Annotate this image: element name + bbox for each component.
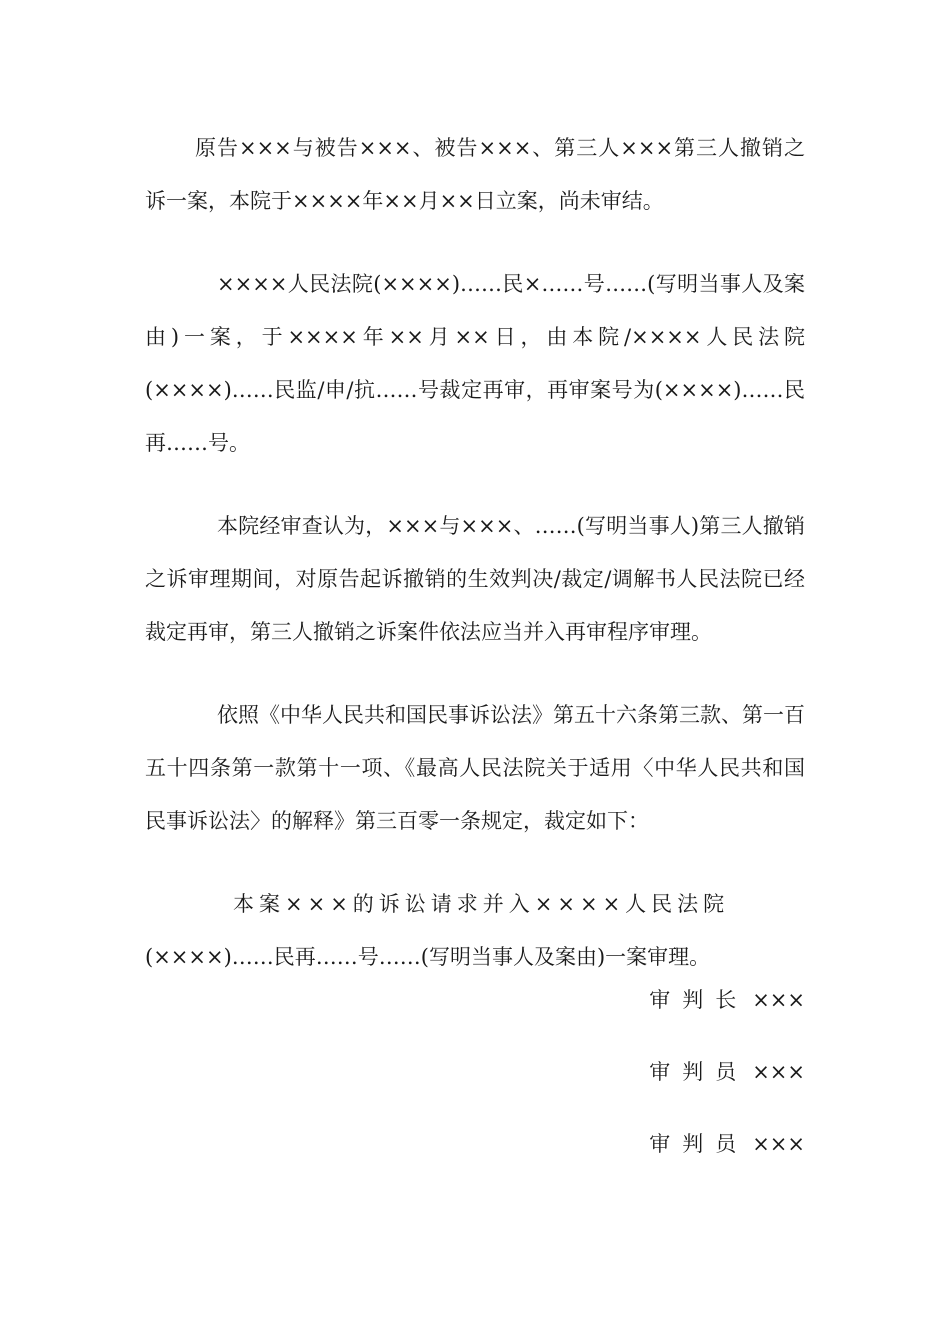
paragraph-retrial-info: ××××人民法院(××××)……民×……号……(写明当事人及案由)一案，于××××年××月××日，由本院/××××人民法院(××××)……民监/申/抗……号裁定再审，再审案号为(××××)……民再……号。 [145, 272, 805, 455]
paragraph-ruling [145, 878, 805, 984]
signature-judge-2 [649, 1114, 805, 1186]
signature-name: ××× [752, 1132, 805, 1156]
document-body [145, 122, 805, 1014]
paragraph-case-filing: 原告×××与被告×××、被告×××、第三人×××第三人撤销之诉一案，本院于××××年××月××日立案，尚未审结。 [145, 136, 805, 213]
paragraph-court-opinion: 本院经审查认为，×××与×××、……(写明当事人)第三人撤销之诉审理期间，对原告起诉撤销的生效判决/裁定/调解书人民法院已经裁定再审，第三人撤销之诉案件依法应当并入再审程序审理。 [145, 514, 805, 644]
ruling-line-1: 本案×××的诉讼请求并入××××人民法院 [233, 892, 730, 916]
signature-judge-1 [649, 1042, 805, 1114]
signature-name: ××× [752, 988, 805, 1012]
paragraph-legal-basis: 依照《中华人民共和国民事诉讼法》第五十六条第三款、第一百五十四条第一款第十一项、《最高人民法院关于适用〈中华人民共和国民事诉讼法〉的解释》第三百零一条规定，裁定如下： [145, 703, 805, 833]
signature-role: 审判员 [649, 1060, 749, 1084]
signature-name: ××× [752, 1060, 805, 1084]
signature-block [649, 970, 805, 1186]
signature-presiding-judge [649, 970, 805, 1042]
ruling-line-2: (××××)……民再……号……(写明当事人及案由)一案审理。 [145, 945, 711, 969]
signature-role: 审判员 [649, 1132, 749, 1156]
signature-role: 审判长 [649, 988, 749, 1012]
